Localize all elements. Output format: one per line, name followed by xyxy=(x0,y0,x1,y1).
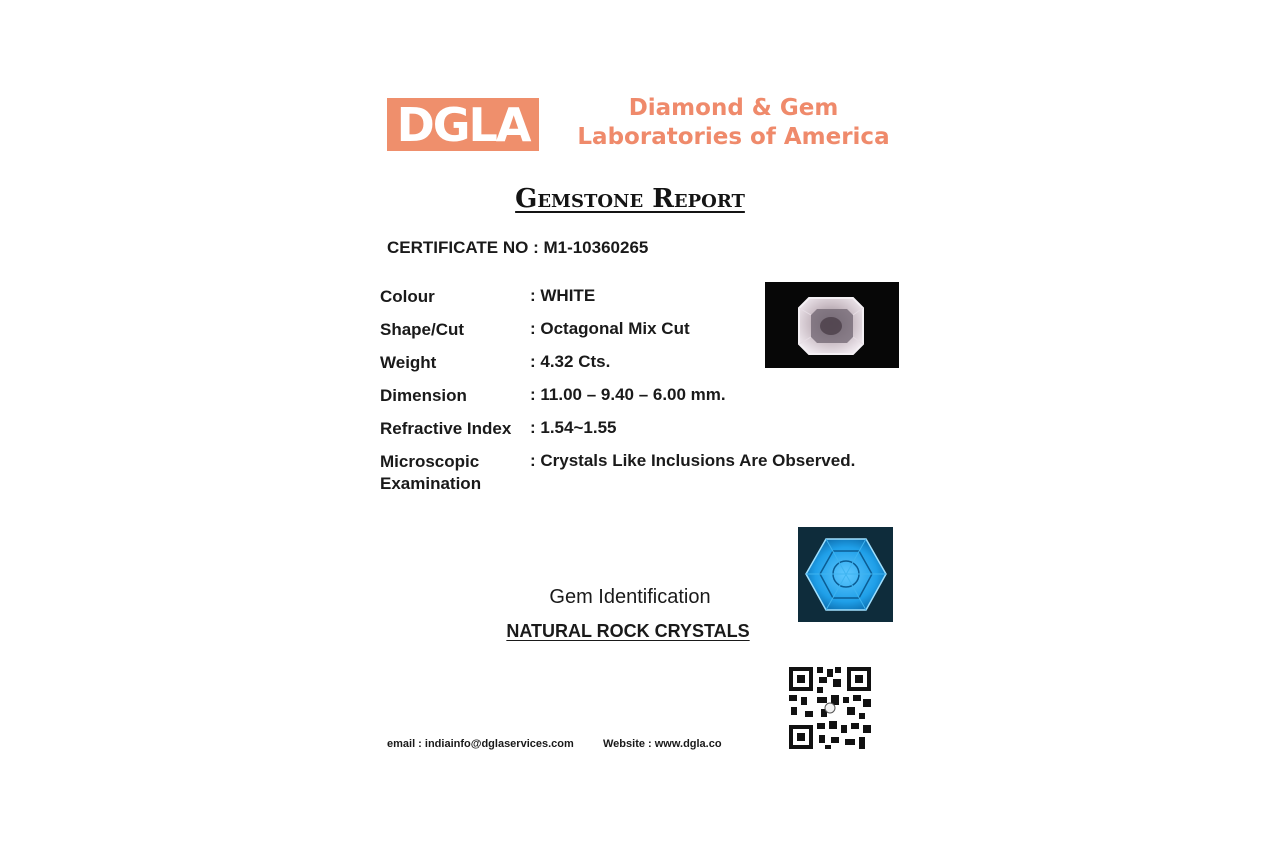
dgla-logo: DGLA xyxy=(387,98,539,151)
gem-identification-label: Gem Identification xyxy=(549,586,711,608)
contact-email: email : indiainfo@dglaservices.com xyxy=(387,738,574,750)
field-value: : 4.32 Cts. xyxy=(530,352,611,371)
certificate-number: CERTIFICATE NO : M1-10360265 xyxy=(387,238,649,257)
gem-identification-value: NATURAL ROCK CRYSTALS xyxy=(506,621,750,641)
gemstone-uv-photo xyxy=(798,527,893,622)
field-label: Weight xyxy=(380,353,437,372)
field-value: : WHITE xyxy=(530,286,596,305)
qr-code[interactable] xyxy=(787,665,873,751)
field-label: Microscopic Examination xyxy=(380,452,482,493)
lab-name xyxy=(566,94,901,152)
gemstone-photo xyxy=(765,282,899,368)
field-value: : 11.00 – 9.40 – 6.00 mm. xyxy=(530,385,726,404)
gemstone-image xyxy=(765,282,899,368)
field-value: : Octagonal Mix Cut xyxy=(530,319,690,338)
field-label: Dimension xyxy=(380,386,467,405)
gemstone-hexagon-image xyxy=(798,527,893,622)
contact-website: Website : www.dgla.co xyxy=(603,738,722,750)
qr-code-icon xyxy=(787,665,873,751)
field-label: Colour xyxy=(380,287,435,306)
field-label: Refractive Index xyxy=(380,419,512,438)
lab-name-line1: Diamond & Gem xyxy=(628,95,839,121)
lab-name-line2: Laboratories of America xyxy=(577,124,890,150)
report-title: Gemstone Report xyxy=(515,184,745,214)
field-value: : Crystals Like Inclusions Are Observed. xyxy=(530,451,856,470)
field-label: Shape/Cut xyxy=(380,320,465,339)
field-value: : 1.54~1.55 xyxy=(530,418,617,437)
